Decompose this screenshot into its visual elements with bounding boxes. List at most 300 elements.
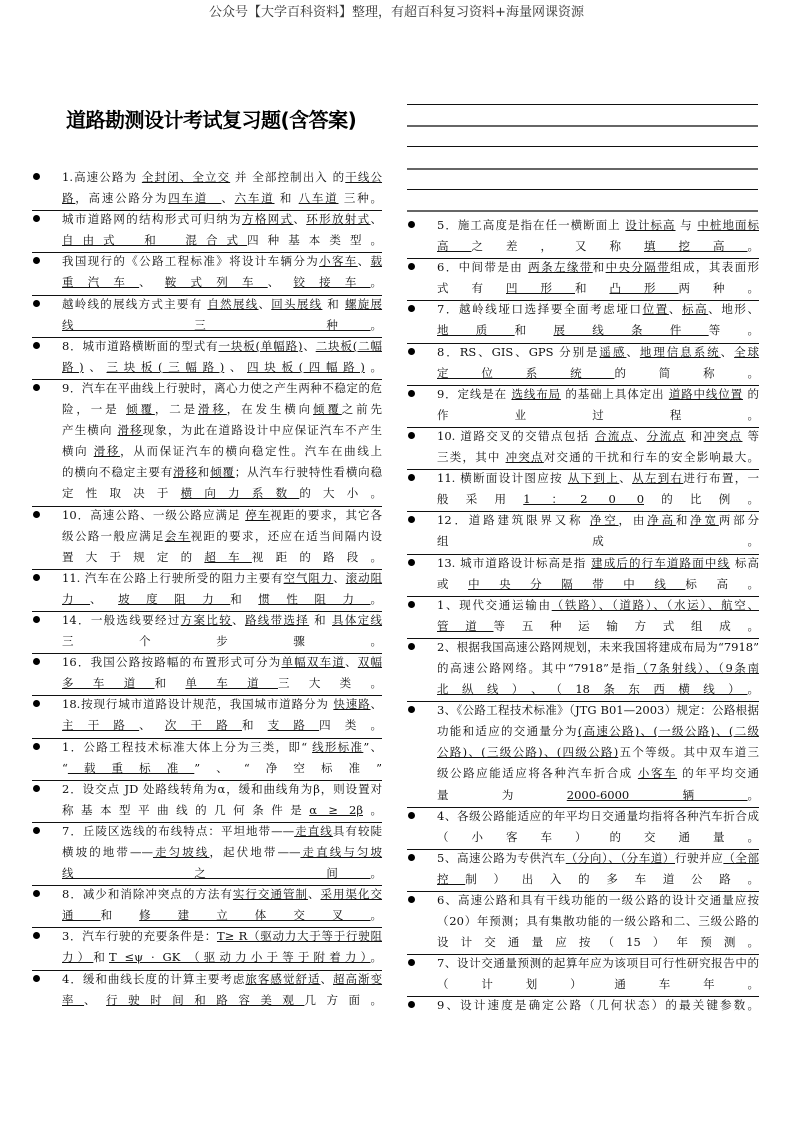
answer-text: 六车道	[234, 191, 275, 206]
question-text: 、	[626, 344, 640, 359]
question-line	[437, 763, 759, 784]
answer-text: 合流点	[594, 428, 634, 443]
answer-text: 1 ：2 0 0	[523, 492, 645, 507]
question-text: 10．高速公路、一级公路应满足	[62, 507, 246, 522]
answer-text: 干线公	[345, 170, 383, 184]
answer-text: 地理信息系统	[639, 344, 721, 359]
question-text: 和	[685, 428, 704, 443]
answer-text: 停车	[245, 507, 271, 522]
question-line	[62, 230, 382, 251]
question-text: 作业过程。	[437, 407, 759, 422]
question-text: 等	[742, 428, 760, 443]
question-line	[62, 526, 382, 547]
question-text: 组成。	[437, 534, 759, 549]
question-line	[62, 800, 382, 821]
answer-text: 超车	[204, 549, 252, 564]
question-text: （计划）通车年。	[437, 977, 759, 992]
question-text: 、地形、	[708, 302, 760, 317]
question-line	[62, 694, 382, 715]
bullet-icon	[408, 706, 415, 713]
question-line	[62, 462, 382, 483]
question-line	[437, 553, 759, 574]
question-line	[62, 652, 382, 673]
question-text: 设计交通量应按（15）年预测。	[437, 935, 759, 950]
bullet-icon	[33, 700, 40, 707]
question-item	[30, 378, 382, 505]
question-item	[405, 700, 759, 805]
question-line	[62, 779, 382, 800]
question-text: 式有	[437, 281, 506, 296]
question-text: 量为	[437, 787, 567, 802]
question-text: 6．中间带是由	[437, 260, 529, 275]
question-text: 具有较陡	[332, 823, 383, 838]
question-item	[405, 257, 759, 299]
question-line	[437, 806, 759, 827]
answer-text: 力	[62, 591, 91, 606]
answer-text: 中央分隔带	[605, 260, 671, 275]
question-line	[62, 589, 382, 610]
answer-text: （全部	[723, 850, 760, 865]
question-line	[62, 483, 382, 504]
bullet-icon	[33, 257, 40, 264]
question-line	[62, 926, 382, 947]
question-line	[62, 969, 382, 990]
bullet-icon	[33, 658, 40, 665]
bullet-icon	[33, 574, 40, 581]
bullet-icon	[33, 932, 40, 939]
question-item	[405, 553, 759, 595]
question-line	[437, 658, 759, 679]
question-item	[30, 209, 382, 251]
question-text: 现象，为此在道路设计中应保证汽车不产生	[142, 423, 383, 438]
answer-text: 倾覆	[313, 402, 342, 417]
question-text: 和	[197, 465, 211, 480]
question-text: 1．公路工程技术标准大体上分为三类，即“	[62, 739, 313, 754]
answer-text: T≥ R（驱动力大于等于行驶阻	[216, 929, 382, 944]
question-line	[437, 616, 759, 637]
question-text: 和	[322, 296, 345, 311]
answer-text: 展线条件	[553, 323, 709, 338]
question-item	[405, 848, 759, 890]
question-text: 、	[320, 971, 333, 986]
answer-text: 实行交通管制	[232, 887, 308, 902]
question-line	[437, 932, 759, 953]
question-text: 标高。	[685, 576, 760, 591]
answer-text: 载	[370, 254, 383, 269]
question-text: ，二是	[154, 402, 198, 417]
question-item	[405, 468, 759, 510]
question-item	[30, 821, 382, 884]
bullet-icon	[408, 432, 415, 439]
question-line	[437, 637, 759, 658]
answer-text: 控	[437, 871, 466, 886]
answer-text: 重汽车	[62, 275, 140, 290]
question-item	[30, 779, 382, 821]
answer-text: 走匀坡线	[152, 845, 210, 859]
bullet-icon	[408, 559, 415, 566]
question-text: 和	[154, 676, 186, 691]
question-text: 、	[333, 570, 346, 585]
answer-text: 路	[62, 191, 76, 206]
blank-answer-line	[407, 189, 758, 190]
answer-text: 自由式 和 混合式	[62, 233, 248, 248]
question-text: 14．一般选线要经过	[62, 612, 181, 627]
answer-text: 螺旋展	[345, 296, 383, 311]
question-line	[437, 468, 759, 489]
answer-text: 设计标高	[625, 218, 676, 232]
question-text: 行驶并应	[675, 850, 724, 865]
question-line	[437, 299, 759, 320]
question-line	[437, 911, 759, 932]
question-text: 12．道路建筑限界又称	[437, 513, 590, 528]
question-text: 和	[100, 908, 140, 923]
question-text: 的高速公路网络。其中“7918”是指	[437, 660, 637, 675]
answer-text: 建成后的行车道路面中线	[591, 555, 731, 570]
question-text: 或	[437, 576, 469, 591]
question-text: 16．我国公路按路幅的布置形式可分为	[62, 655, 282, 670]
answer-text: 填挖高	[644, 239, 748, 254]
question-line	[62, 631, 382, 652]
bullet-icon	[33, 975, 40, 982]
bullet-icon	[408, 854, 415, 861]
question-item	[30, 926, 382, 968]
bullet-icon	[408, 221, 415, 228]
answer-text: 一块板(单幅路)	[218, 338, 303, 353]
question-text: 越岭线的展线方式主要有	[62, 296, 208, 311]
right-column-questions	[405, 215, 759, 1017]
question-text: “	[62, 760, 68, 775]
question-text: 1.高速公路为	[62, 170, 142, 184]
answer-text: 主干路	[62, 718, 140, 733]
answer-text: 载重标准	[67, 760, 195, 775]
question-text: 4、各级公路能适应的年平均日交通量均指将各种汽车折合成	[437, 808, 759, 823]
answer-text: 线 三 种	[62, 317, 371, 332]
question-text: ；从汽车行驶特性看横向稳	[234, 465, 383, 480]
answer-text: 铰接车	[293, 275, 371, 290]
question-text: 和	[274, 191, 299, 206]
question-text: 9、设计速度是确定公路（几何状态）的最关键参数。	[437, 998, 759, 1013]
question-item	[30, 505, 382, 568]
answer-text: 倾覆	[126, 402, 155, 417]
answer-text: 回头展线	[271, 296, 323, 311]
bullet-icon	[408, 601, 415, 608]
question-text: 。	[362, 802, 383, 817]
question-text: 的年平均交通	[677, 766, 760, 781]
answer-text: 滑移	[197, 402, 227, 417]
question-text: 的简称。	[614, 365, 760, 380]
answer-text: 双幅	[357, 655, 383, 670]
question-line	[62, 842, 382, 863]
answer-text: 路)	[62, 359, 84, 374]
question-text: 的比例。	[644, 492, 760, 507]
question-text: 和	[675, 513, 691, 528]
answer-text: （7条射线）、（9条南	[636, 660, 759, 675]
bullet-icon	[33, 743, 40, 750]
answer-text: 滑移	[117, 423, 143, 438]
answer-text: 中桩地面标	[697, 218, 759, 232]
question-line	[437, 574, 759, 595]
question-item	[405, 953, 759, 995]
question-line	[62, 547, 382, 568]
question-text: 3、《公路工程技术标准》（JTG B01—2003）规定：公路根据	[437, 703, 759, 718]
question-text: 城市道路网的结构形式可归纳为	[62, 212, 242, 227]
answer-text: 路线带选择	[244, 612, 310, 627]
question-text: 四类。	[319, 718, 383, 733]
question-line	[437, 848, 759, 869]
question-line	[437, 700, 759, 721]
answer-text: 三块板(三幅路)	[106, 359, 225, 374]
question-line	[437, 953, 759, 974]
answer-text: 凹形	[506, 281, 575, 296]
question-text: 10. 道路交叉的交错点包括	[437, 428, 595, 443]
question-text: （20）年预测；具有集散功能的一级公路和二、三级公路的	[437, 914, 759, 929]
question-line	[437, 426, 759, 447]
question-text: 和	[514, 323, 554, 338]
blank-answer-line	[407, 210, 758, 212]
answer-text: 单车道	[185, 676, 278, 691]
question-item	[30, 969, 382, 1011]
question-line	[437, 595, 759, 616]
answer-text: 路容美观	[216, 992, 305, 1007]
question-text: 组成，其表面形	[670, 260, 760, 275]
question-line	[437, 531, 759, 552]
question-item	[30, 294, 382, 336]
question-text: 三种。	[338, 191, 382, 206]
question-text: ，在发生横向	[226, 402, 314, 417]
question-item	[30, 737, 382, 779]
question-text: 2．设交点 JD 处路线转角为α，缓和曲线角为β，则设置对	[62, 781, 382, 796]
question-text: 9．汽车在平曲线上行驶时，离心力使之产生两种不稳定的危	[62, 380, 382, 395]
question-line	[437, 405, 759, 426]
question-text: 、	[302, 338, 316, 353]
answer-text: 全封闭、全立交	[141, 170, 231, 184]
question-text: 三个步骤。	[62, 634, 382, 649]
question-text: 、	[370, 697, 382, 712]
question-item	[30, 167, 382, 209]
question-item	[30, 568, 382, 610]
answer-text: 从下到上	[567, 471, 620, 486]
bullet-icon	[408, 643, 415, 650]
question-text: 视距的路段。	[251, 549, 383, 564]
question-text: 3．汽车行驶的充要条件是：	[62, 929, 217, 944]
answer-text: 四块板(四幅路)	[247, 359, 365, 374]
question-text: 。	[747, 787, 760, 802]
question-text: 、	[90, 591, 119, 606]
answer-text: 空气阻力	[283, 570, 334, 585]
question-line	[437, 742, 759, 763]
question-line	[62, 420, 382, 441]
question-text: 并 全部控制出入 的	[230, 170, 346, 184]
question-item	[30, 336, 382, 378]
answer-text: 旅客感觉舒适	[245, 971, 321, 986]
blank-answer-line	[407, 125, 758, 127]
question-text: 、	[267, 275, 294, 290]
bullet-icon	[408, 959, 415, 966]
answer-text: 全球	[734, 344, 760, 359]
question-text: 9．定线是在	[437, 386, 512, 401]
question-text: ，高速公路分为	[75, 191, 169, 206]
question-text: 之差，又称	[471, 239, 644, 254]
question-text: 18.按现行城市道路设计规范，我国城市道路分为	[62, 697, 334, 712]
question-text: 8．减少和消除冲突点的方法有	[62, 887, 233, 902]
answer-text: α ≥ 2β	[309, 802, 363, 817]
question-line	[62, 505, 382, 526]
question-line	[62, 863, 382, 884]
question-item	[405, 342, 759, 384]
answer-text: 滚动阻	[345, 570, 383, 585]
question-text: 。	[747, 239, 759, 254]
question-text: 、	[345, 655, 358, 670]
answer-text: 多车道	[62, 676, 155, 691]
answer-text: (高速公路)、(一级公路)、(二级	[577, 724, 760, 739]
answer-text: 遥感	[599, 344, 627, 359]
bullet-icon	[408, 263, 415, 270]
bullet-icon	[33, 890, 40, 897]
question-line	[62, 294, 382, 315]
question-line	[437, 679, 759, 700]
question-text: 三大类。	[277, 676, 383, 691]
question-text: 横向	[62, 444, 94, 459]
answer-text: 自然展线	[207, 296, 259, 311]
answer-text: 分流点	[646, 428, 686, 443]
answer-text: T ≤ψ · GK （驱动力小于等于附着力）	[109, 950, 371, 965]
question-line	[62, 209, 382, 230]
question-line	[62, 357, 382, 378]
question-text: 和	[309, 612, 332, 627]
question-line	[62, 167, 382, 188]
question-item	[30, 884, 382, 926]
question-line	[437, 236, 759, 257]
question-text: 8．城市道路横断面的型式有	[62, 338, 219, 353]
question-text: 功能和适应的交通量分为	[437, 724, 578, 739]
question-text: 。	[370, 950, 383, 965]
question-line	[437, 785, 759, 806]
answer-text: 高	[437, 239, 472, 254]
question-text: 的大小。	[299, 486, 383, 501]
question-line	[437, 447, 759, 468]
answer-text: （铁路）、（道路）、（水运）、航空、	[551, 597, 759, 612]
question-item	[30, 694, 382, 736]
question-text: 称基本型平曲线的几何条件是	[62, 802, 310, 817]
question-text: 、	[258, 296, 272, 311]
question-text: 三类，其中	[437, 450, 506, 465]
question-text: 、	[232, 612, 245, 627]
answer-text: 通	[62, 908, 101, 923]
question-text: 4．缓和曲线长度的计算主要考虑	[62, 971, 246, 986]
bullet-icon	[408, 348, 415, 355]
blank-answer-line	[407, 168, 758, 170]
answer-text: 北纵线）、（18条东西横线）	[437, 682, 748, 697]
answer-text: 标高	[681, 302, 709, 317]
answer-text: 修建立体交叉	[139, 908, 371, 923]
bullet-icon	[408, 1001, 415, 1008]
question-text: 般采用	[437, 492, 524, 507]
bullet-icon	[408, 305, 415, 312]
question-item	[405, 299, 759, 341]
question-item	[405, 595, 759, 637]
question-line	[437, 257, 759, 278]
question-text: 、	[84, 992, 107, 1007]
question-text: 5、高速公路为专供汽车	[437, 850, 566, 865]
question-line	[437, 320, 759, 341]
question-text: ，从而保证汽车的横向稳定性。汽车在曲线上	[120, 444, 383, 459]
answer-text: 力）	[62, 950, 94, 965]
question-text: 和	[230, 591, 259, 606]
question-text: 7．越岭线垭口选择要全面考虑垭口	[437, 302, 643, 317]
answer-text: 选线布局	[511, 386, 561, 401]
question-text: 11. 横断面设计图应按	[437, 471, 568, 486]
question-line	[437, 974, 759, 995]
question-text: 等。	[708, 323, 759, 338]
answer-text: 方格网式	[241, 212, 294, 227]
answer-text: 具体定线	[332, 612, 383, 627]
question-line	[437, 384, 759, 405]
question-text: 、	[221, 191, 235, 206]
answer-text: 从左到右	[632, 471, 684, 486]
question-line	[62, 610, 382, 631]
left-column-questions	[30, 167, 382, 1011]
blank-answer-line	[407, 104, 758, 105]
answer-text: 次干路	[164, 718, 242, 733]
question-text: 7、设计交通量预测的起算年应为该项目可行性研究报告中的	[437, 956, 759, 971]
answer-text: 二块板(二幅	[315, 338, 382, 353]
question-text: 、	[370, 212, 383, 227]
question-text: 、	[307, 887, 321, 902]
bullet-icon	[408, 516, 415, 523]
question-line	[62, 378, 382, 399]
question-text: 、	[139, 718, 165, 733]
answer-text: 滑移	[173, 465, 198, 480]
question-text: ，由	[618, 513, 648, 528]
answer-text: 鞍式列车	[164, 275, 268, 290]
question-text: 。	[370, 908, 382, 923]
question-text: 、	[139, 275, 165, 290]
answer-text: 两条左缘带	[528, 260, 593, 275]
answer-text: 滑移	[93, 444, 121, 459]
question-text: 的基础上具体定出	[560, 386, 669, 401]
question-text: 。	[747, 682, 759, 697]
question-line	[62, 272, 382, 293]
question-line	[437, 890, 759, 911]
question-text: 几方面。	[304, 992, 383, 1007]
bullet-icon	[33, 827, 40, 834]
question-line	[62, 990, 382, 1011]
answer-text: 道路中线位置	[668, 386, 743, 401]
bullet-icon	[33, 511, 40, 518]
question-line	[62, 251, 382, 272]
question-line	[437, 827, 759, 848]
question-text: 8．RS、GIS、GPS 分别是	[437, 344, 600, 359]
question-text: 、	[720, 344, 735, 359]
answer-text: 线 之 间	[62, 866, 371, 881]
question-text: ”、“净空标准”	[194, 760, 382, 775]
question-text: 对交通的干扰和行车的安全影响最大。	[543, 450, 760, 465]
question-line	[62, 315, 382, 336]
answer-text: 采用渠化交	[320, 887, 383, 902]
answer-text: 小客车	[637, 766, 678, 781]
question-text: 我国现行的《公路工程标准》将设计车辆分为	[62, 254, 320, 269]
answer-text: 会车	[164, 528, 191, 543]
question-text: 级公路一般应满足	[62, 528, 165, 543]
bullet-icon	[408, 896, 415, 903]
answer-text: 倾覆	[210, 465, 235, 480]
question-text: 、	[224, 359, 248, 374]
question-text: 视距的要求，其它各	[270, 507, 383, 522]
question-line	[62, 336, 382, 357]
question-line	[62, 737, 382, 758]
question-line	[437, 363, 759, 384]
answer-text: 2000-6000辆	[566, 787, 748, 802]
